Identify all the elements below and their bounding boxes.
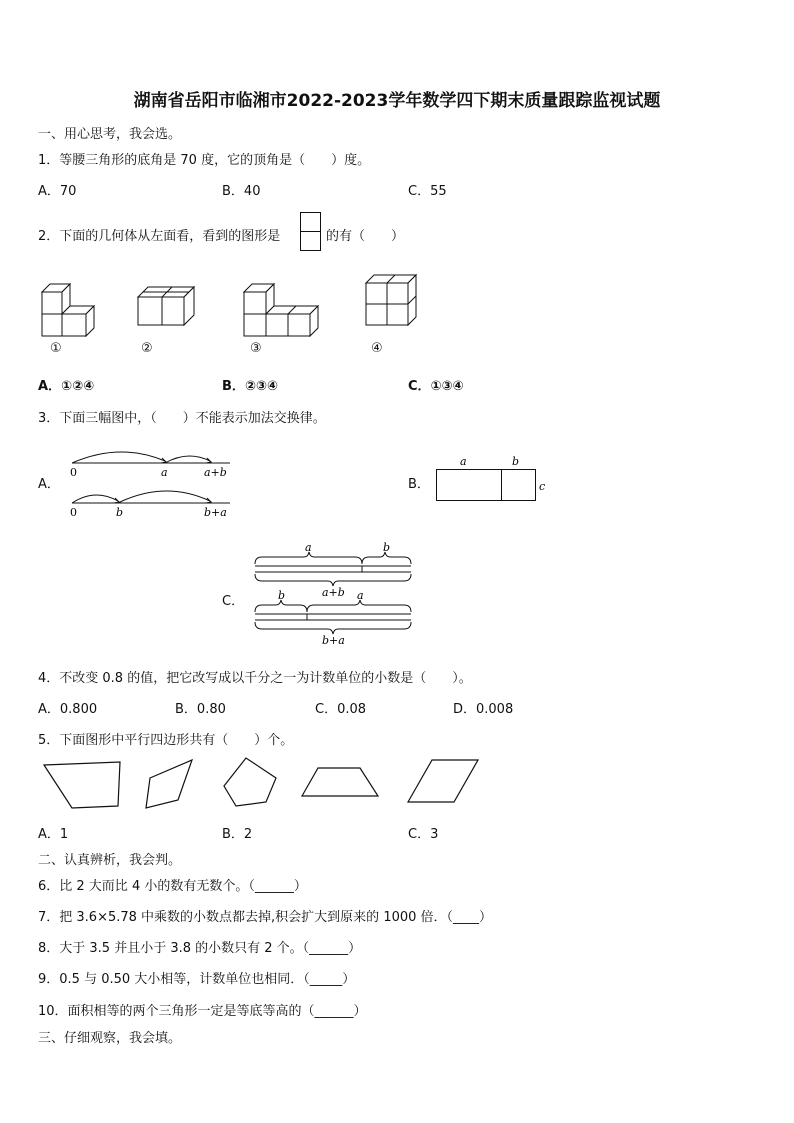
cube-figure-1: [40, 282, 96, 338]
q3-option-b-label[interactable]: B．: [408, 477, 430, 492]
q2-option-a[interactable]: A．①②④: [38, 379, 95, 394]
figure-label-3: ③: [250, 341, 262, 356]
figure-label-2: ②: [141, 341, 153, 356]
shape-pentagon: [224, 758, 276, 806]
q3-option-c-label[interactable]: C．: [222, 594, 245, 609]
figb-label-a: a: [460, 455, 467, 468]
figc-bottom-b: b: [278, 589, 286, 602]
judge-8[interactable]: 8．大于 3.5 并且小于 3.8 的小数只有 2 个。（______）: [38, 941, 362, 956]
q3-figure-b: [436, 452, 556, 504]
judge-6[interactable]: 6．比 2 大而比 4 小的数有无数个。（______）: [38, 879, 307, 894]
q3-option-a-label[interactable]: A．: [38, 477, 60, 492]
figa-bottom-bplusa: b+a: [204, 506, 227, 519]
q4-option-c[interactable]: C．0.08: [315, 702, 367, 717]
figa-bottom-b: b: [116, 506, 124, 519]
question-2-before: 2．下面的几何体从左面看，看到的图形是: [38, 229, 281, 244]
figc-bottom-bplusa: b+a: [322, 634, 345, 647]
question-4: 4．不改变 0.8 的值，把它改写成以千分之一为计数单位的小数是（ ）。: [38, 671, 472, 686]
q5-option-b[interactable]: B．2: [222, 827, 253, 842]
figa-bottom-0: 0: [70, 506, 77, 519]
q4-option-d[interactable]: D．0.008: [453, 702, 514, 717]
figure-label-1: ①: [50, 341, 62, 356]
figure-label-4: ④: [371, 341, 383, 356]
q1-option-c[interactable]: C．55: [408, 184, 447, 199]
cube-figure-2: [136, 285, 198, 329]
judge-9[interactable]: 9．0.5 与 0.50 大小相等，计数单位也相同．（_____）: [38, 972, 356, 987]
page-title: 湖南省岳阳市临湘市2022-2023学年数学四下期末质量跟踪监视试题: [133, 91, 661, 111]
judge-7[interactable]: 7．把 3.6×5.78 中乘数的小数点都去掉,积会扩大到原来的 1000 倍．（____）: [38, 910, 493, 925]
shape-quadrilateral-1: [44, 762, 120, 808]
section-3-heading: 三、仔细观察，我会填。: [38, 1031, 182, 1046]
q5-option-a[interactable]: A．1: [38, 827, 69, 842]
judge-10[interactable]: 10．面积相等的两个三角形一定是等底等高的（______）: [38, 1004, 367, 1019]
figb-label-c: c: [539, 480, 546, 493]
q3-figure-a: [60, 442, 240, 520]
q2-option-b[interactable]: B．②③④: [222, 379, 278, 394]
q4-option-b[interactable]: B．0.80: [175, 702, 226, 717]
q3-figure-c: [252, 540, 422, 650]
shape-parallelogram-2: [408, 760, 478, 802]
figc-top-a: a: [305, 541, 312, 554]
question-2-after: 的有（ ）: [326, 229, 405, 244]
q1-option-a[interactable]: A．70: [38, 184, 77, 199]
shape-trapezoid: [302, 768, 378, 796]
q2-option-c[interactable]: C．①③④: [408, 379, 464, 394]
figb-label-b: b: [512, 455, 520, 468]
q1-option-b[interactable]: B．40: [222, 184, 261, 199]
question-3: 3．下面三幅图中，（ ）不能表示加法交换律。: [38, 411, 326, 426]
q4-option-a[interactable]: A．0.800: [38, 702, 98, 717]
section-1-heading: 一、用心思考，我会选。: [38, 127, 182, 142]
figc-top-b: b: [383, 541, 391, 554]
figa-top-a: a: [161, 466, 168, 479]
q5-option-c[interactable]: C．3: [408, 827, 439, 842]
question-5: 5．下面图形中平行四边形共有（ ）个。: [38, 733, 294, 748]
figc-bottom-a: a: [357, 589, 364, 602]
figa-top-0: 0: [70, 466, 77, 479]
cube-figure-4: [364, 273, 420, 329]
cube-figure-3: [242, 282, 320, 338]
figa-top-aplusb: a+b: [204, 466, 227, 479]
left-view-icon: [300, 212, 322, 252]
figc-top-aplusb: a+b: [322, 586, 345, 599]
shape-parallelogram-1: [146, 760, 192, 808]
question-1: 1．等腰三角形的底角是 70 度，它的顶角是（ ）度。: [38, 153, 371, 168]
q5-shapes: [40, 758, 500, 812]
section-2-heading: 二、认真辨析，我会判。: [38, 853, 182, 868]
